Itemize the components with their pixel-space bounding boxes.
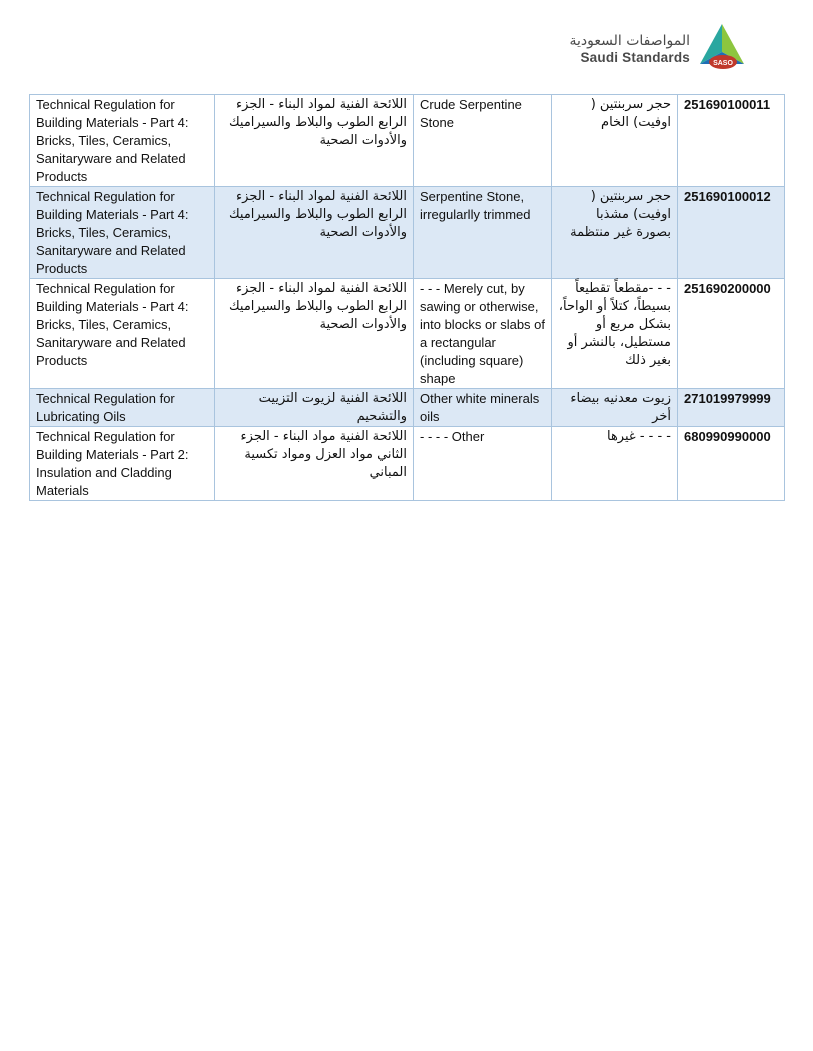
description-english-cell: - - - - Other: [414, 427, 552, 501]
description-english-cell: Serpentine Stone, irregularlly trimmed: [414, 187, 552, 279]
regulation-table: [29, 94, 785, 501]
description-arabic-cell: - - -مقطعاً تقطيعاً بسيطاً، كتلاً أو الواحاً، بشكل مربع أو مستطيل، بالنشر أو بغير ذلك: [552, 279, 678, 389]
regulation-english-cell: Technical Regulation for Building Materials - Part 4: Bricks, Tiles, Ceramics, Sanitaryware and Related Products: [30, 187, 215, 279]
regulation-arabic-cell: اللائحة الفنية مواد البناء - الجزء الثاني مواد العزل ومواد تكسية المباني: [215, 427, 414, 501]
table-row: [30, 187, 785, 279]
logo-arabic-name: المواصفات السعودية: [569, 33, 690, 49]
table-row: [30, 95, 785, 187]
regulation-english-cell: Technical Regulation for Building Materials - Part 4: Bricks, Tiles, Ceramics, Sanitaryware and Related Products: [30, 95, 215, 187]
table-body: [30, 95, 785, 501]
regulation-arabic-cell: اللائحة الفنية لمواد البناء - الجزء الرابع الطوب والبلاط والسيراميك والأدوات الصحية: [215, 187, 414, 279]
regulation-english-cell: Technical Regulation for Building Materials - Part 4: Bricks, Tiles, Ceramics, Sanitaryware and Related Products: [30, 279, 215, 389]
regulation-english-cell: Technical Regulation for Lubricating Oils: [30, 389, 215, 427]
hs-code-cell: 251690100012: [678, 187, 785, 279]
table-row: [30, 427, 785, 501]
description-arabic-cell: زيوت معدنيه بيضاء أخر: [552, 389, 678, 427]
table-row: [30, 279, 785, 389]
regulation-english-cell: Technical Regulation for Building Materials - Part 2: Insulation and Cladding Materials: [30, 427, 215, 501]
description-english-cell: Other white minerals oils: [414, 389, 552, 427]
hs-code-cell: 680990990000: [678, 427, 785, 501]
description-english-cell: - - - Merely cut, by sawing or otherwise, into blocks or slabs of a rectangular (including square) shape: [414, 279, 552, 389]
description-english-cell: Crude Serpentine Stone: [414, 95, 552, 187]
hs-code-cell: 251690100011: [678, 95, 785, 187]
hs-code-cell: 271019979999: [678, 389, 785, 427]
logo-english-name: Saudi Standards: [580, 50, 690, 65]
regulation-arabic-cell: اللائحة الفنية لزيوت التزييت والتشحيم: [215, 389, 414, 427]
description-arabic-cell: حجر سربنتين ( اوفيت) مشذبا بصورة غير منتظمة: [552, 187, 678, 279]
logo-badge-text: SASO: [713, 60, 733, 67]
saso-logo: [569, 22, 748, 74]
regulation-arabic-cell: اللائحة الفنية لمواد البناء - الجزء الرابع الطوب والبلاط والسيراميك والأدوات الصحية: [215, 279, 414, 389]
hs-code-cell: 251690200000: [678, 279, 785, 389]
logo-text: [569, 32, 690, 66]
table-row: [30, 389, 785, 427]
regulation-arabic-cell: اللائحة الفنية لمواد البناء - الجزء الرابع الطوب والبلاط والسيراميك والأدوات الصحية: [215, 95, 414, 187]
description-arabic-cell: حجر سربنتين ( اوفيت) الخام: [552, 95, 678, 187]
saso-emblem-icon: [696, 22, 748, 72]
description-arabic-cell: - - - - غيرها: [552, 427, 678, 501]
